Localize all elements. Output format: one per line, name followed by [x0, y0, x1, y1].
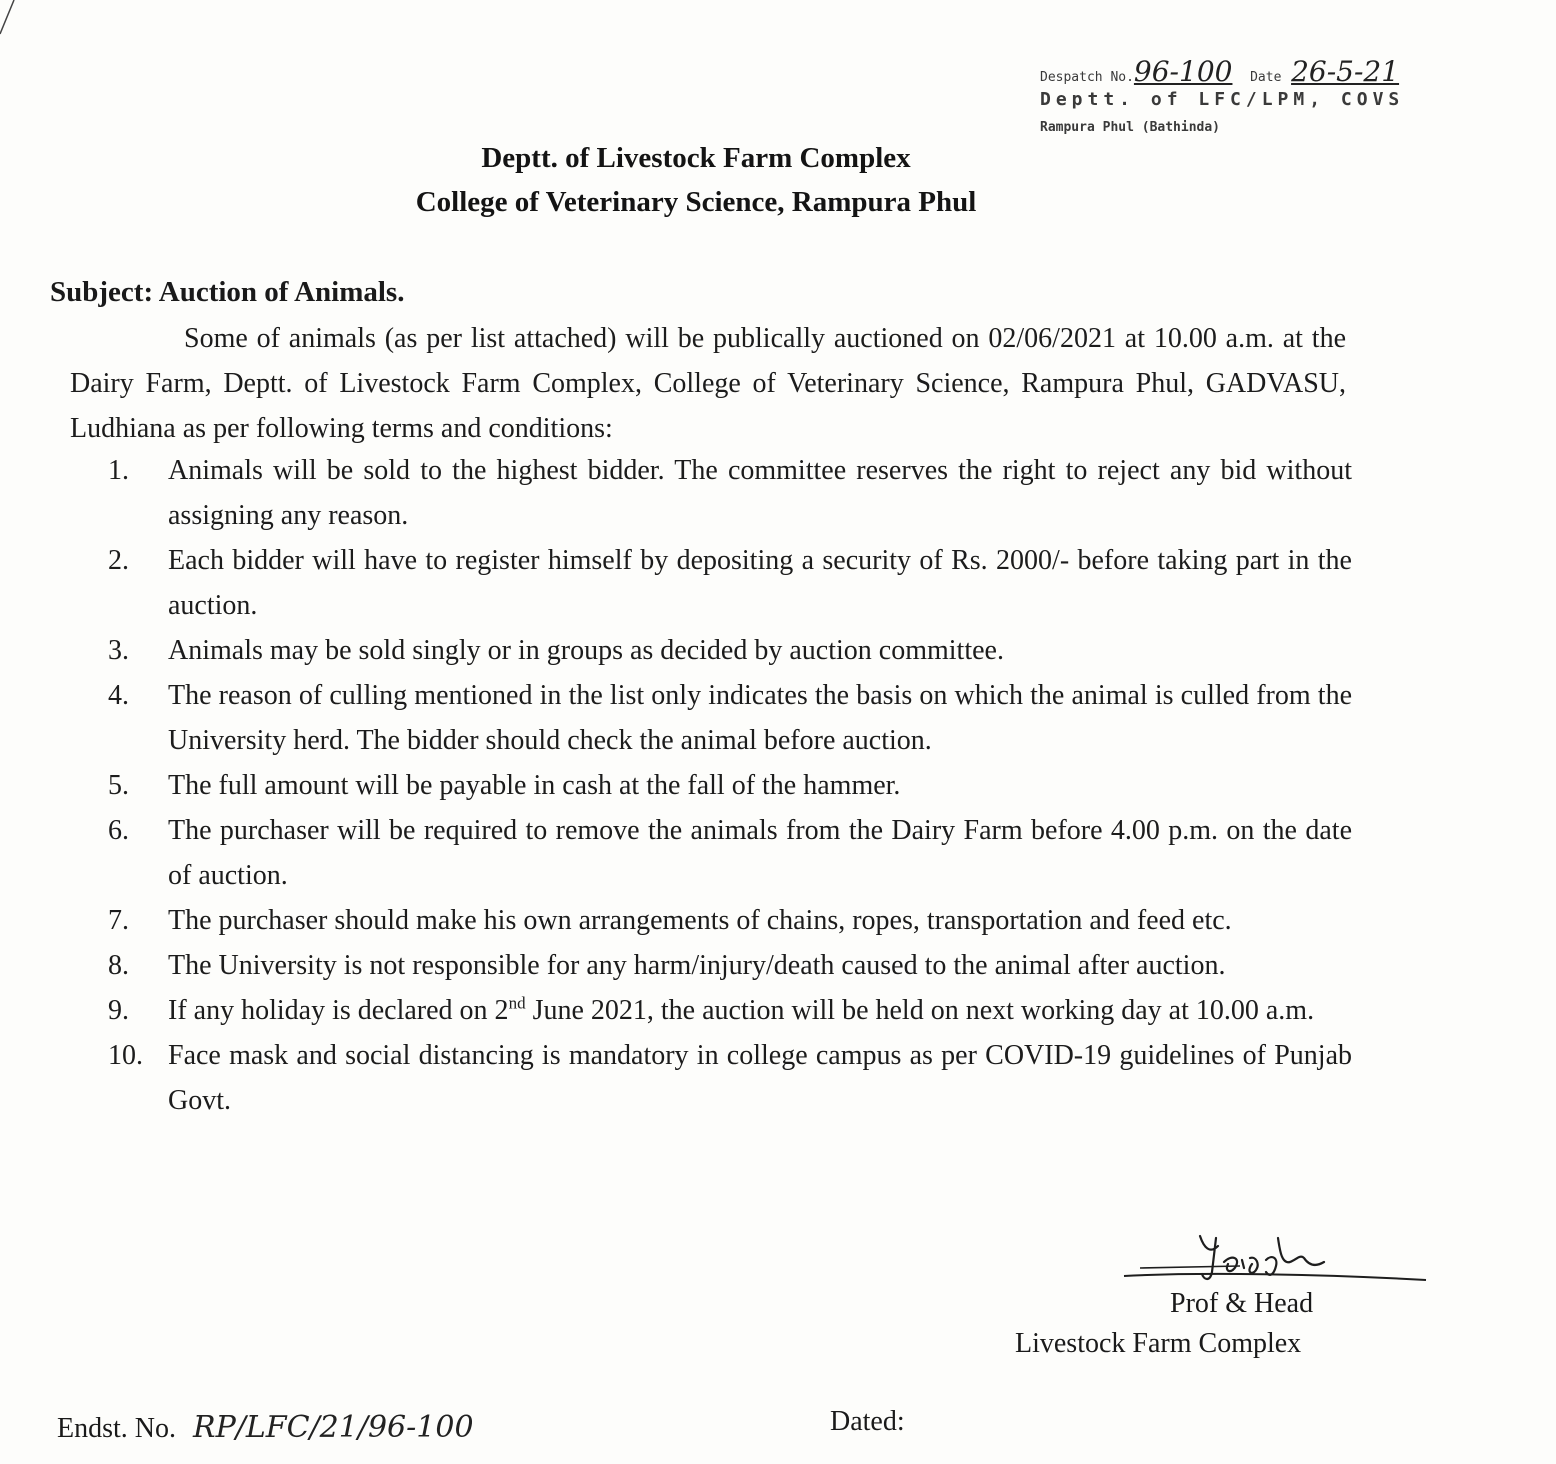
stamp-dept-line: Deptt. of LFC/LPM, COVS	[1040, 89, 1405, 110]
endorsement-number: RP/LFC/21/96-100	[193, 1410, 474, 1445]
endorsement-line	[57, 1410, 474, 1445]
term-item	[100, 628, 1352, 673]
term-item	[100, 448, 1352, 538]
term-text: The purchaser will be required to remove the animals from the Dairy Farm before 4.00 p.m. on the date of auction.	[168, 815, 1352, 891]
term-text-sup: nd	[508, 993, 526, 1013]
term-text: Face mask and social distancing is mandatory in college campus as per COVID-19 guidelines of Punjab Govt.	[168, 1040, 1352, 1116]
term-item	[100, 943, 1352, 988]
intro-paragraph: Some of animals (as per list attached) will be publically auctioned on 02/06/2021 at 10.00 a.m. at the Dairy Farm, Deptt. of Livestock Farm Complex, College of Veterinary Science, Rampura Phul, GADVASU, Ludhiana as per following terms and conditions:	[70, 323, 1346, 444]
term-number: 10.	[108, 1040, 143, 1071]
endorsement-label: Endst. No.	[57, 1413, 176, 1444]
signature-text: Ysingh	[1120, 1218, 1123, 1219]
term-text	[168, 995, 1314, 1026]
despatch-stamp	[1040, 55, 1480, 142]
term-item	[100, 898, 1352, 943]
header-dept-title: Deptt. of Livestock Farm Complex	[481, 142, 911, 174]
term-number: 4.	[108, 680, 129, 711]
dated-label: Dated:	[830, 1406, 905, 1437]
term-item	[100, 763, 1352, 808]
term-number: 2.	[108, 545, 129, 576]
term-text: The reason of culling mentioned in the list only indicates the basis on which the animal is culled from the University herd. The bidder should check the animal before auction.	[168, 680, 1352, 756]
term-item	[100, 1033, 1352, 1123]
term-text-after: June 2021, the auction will be held on next working day at 10.00 a.m.	[525, 995, 1315, 1026]
term-text: Animals will be sold to the highest bidder. The committee reserves the right to reject any bid without assigning any reason.	[168, 455, 1352, 531]
term-text-before: If any holiday is declared on 2	[168, 995, 509, 1026]
term-text: Each bidder will have to register himself by depositing a security of Rs. 2000/- before taking part in the auction.	[168, 545, 1352, 621]
stamp-despatch-label: Despatch No.	[1040, 70, 1134, 85]
signatory-role: Prof & Head	[1170, 1288, 1314, 1319]
term-text: The full amount will be payable in cash at the fall of the hammer.	[168, 770, 901, 801]
subject-line: Subject: Auction of Animals.	[50, 276, 405, 308]
stamp-despatch-row	[1040, 55, 1480, 88]
term-text: The purchaser should make his own arrangements of chains, ropes, transportation and feed etc.	[168, 905, 1232, 936]
term-number: 7.	[108, 905, 129, 936]
term-number: 8.	[108, 950, 129, 981]
stamp-despatch-number: 96-100	[1133, 55, 1233, 88]
term-number: 5.	[108, 770, 129, 801]
signatory-dept: Livestock Farm Complex	[1015, 1328, 1302, 1359]
term-item	[100, 538, 1352, 628]
term-text: Animals may be sold singly or in groups as decided by auction committee.	[168, 635, 1004, 666]
stamp-date-label: Date	[1250, 70, 1282, 85]
term-item	[100, 988, 1352, 1033]
header-college-title: College of Veterinary Science, Rampura Phul	[415, 186, 977, 218]
term-number: 1.	[108, 455, 129, 486]
term-text: The University is not responsible for any harm/injury/death caused to the animal after auction.	[168, 950, 1226, 981]
term-number: 9.	[108, 995, 129, 1026]
term-item	[100, 673, 1352, 763]
stamp-date-value: 26-5-21	[1291, 55, 1400, 88]
stamp-location-line: Rampura Phul (Bathinda)	[1040, 120, 1221, 135]
terms-list	[100, 448, 1352, 1123]
scan-edge-mark	[0, 0, 30, 40]
term-item	[100, 808, 1352, 898]
term-number: 6.	[108, 815, 129, 846]
term-number: 3.	[108, 635, 129, 666]
handwritten-signature	[1120, 1218, 1440, 1298]
